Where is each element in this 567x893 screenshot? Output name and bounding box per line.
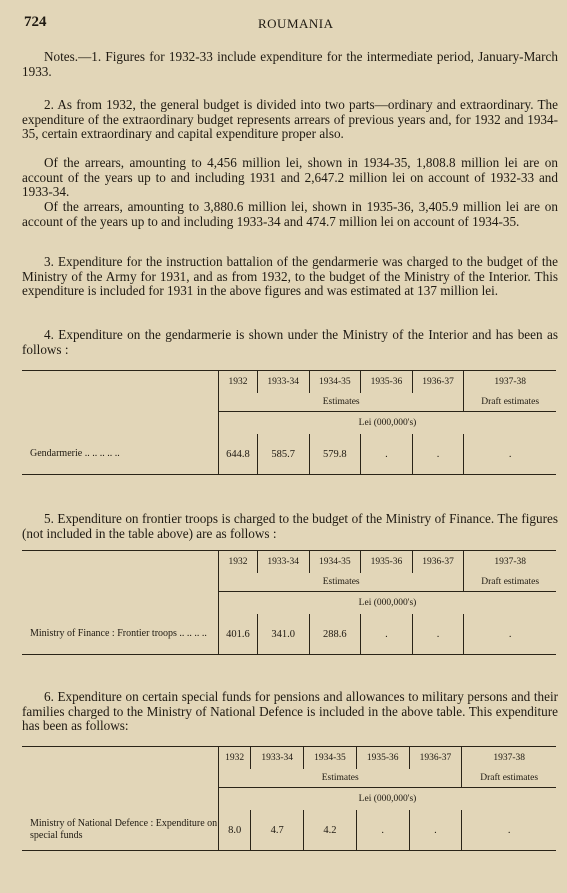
- gendarmerie-table: [22, 370, 556, 475]
- draft-estimates-label: Draft estimates: [464, 393, 556, 412]
- year-header: 1933-34: [251, 747, 304, 770]
- cell-value: 8.0: [228, 824, 242, 836]
- cell-value: .: [356, 810, 409, 851]
- table-stub: [22, 371, 219, 435]
- note-3: 3. Expenditure for the instruction battalion of the gendarmerie was charged to the budget of the Ministry of the Army for 1931, and as from 1932, to the budget of the Ministry of the Interior. This expenditure is included for 1931 in the above figures and was estimated at 137 million lei.: [22, 254, 558, 298]
- estimates-label: Estimates: [219, 573, 464, 592]
- year-header: 1936-37: [412, 371, 464, 394]
- table-stub: [22, 747, 219, 811]
- cell-value: 4.2: [304, 810, 357, 851]
- cell-value: 579.8: [309, 434, 361, 475]
- table-row: [22, 434, 556, 475]
- row-label: Gendarmerie .. .. .. .. ..: [22, 434, 219, 475]
- year-header: 1937-38: [464, 551, 556, 574]
- running-head: ROUMANIA: [258, 16, 334, 31]
- year-header: 1932: [219, 371, 258, 394]
- cell-value: 401.6: [226, 628, 250, 640]
- cell-value: .: [464, 434, 556, 475]
- year-header: 1934-35: [304, 747, 357, 770]
- year-header: 1936-37: [409, 747, 462, 770]
- unit-label: Lei (000,000's): [358, 598, 417, 608]
- year-header: 1932: [219, 551, 258, 574]
- year-header: 1933-34: [257, 371, 309, 394]
- year-header: 1935-36: [356, 747, 409, 770]
- cell-value: .: [412, 614, 464, 655]
- unit-label: Lei (000,000's): [358, 794, 417, 804]
- cell-value: 288.6: [309, 614, 361, 655]
- cell-value: 644.8: [226, 448, 250, 460]
- year-header: 1936-37: [412, 551, 464, 574]
- note-5: 5. Expenditure on frontier troops is charged to the budget of the Ministry of Finance. The figures (not included in the table above) are as follows :: [22, 511, 558, 541]
- year-header: 1937-38: [462, 747, 556, 770]
- page-number: 724: [24, 14, 47, 30]
- note-4: 4. Expenditure on the gendarmerie is shown under the Ministry of the Interior and has been as follows :: [22, 327, 558, 357]
- table-row: [22, 810, 556, 851]
- table-stub: [22, 551, 219, 615]
- page-header: [0, 14, 567, 34]
- cell-value: .: [462, 810, 556, 851]
- frontier-troops-table: [22, 550, 556, 655]
- cell-value: 4.7: [251, 810, 304, 851]
- note-6: 6. Expenditure on certain special funds for pensions and allowances to military persons and their families charged to the Ministry of National Defence is included in the above table. This expenditure has been as follows:: [22, 689, 558, 733]
- year-header: 1937-38: [464, 371, 556, 394]
- special-funds-table: [22, 746, 556, 851]
- cell-value: .: [412, 434, 464, 475]
- table-row: [22, 614, 556, 655]
- note-2: 2. As from 1932, the general budget is divided into two parts—ordinary and extraordinary. The expenditure of the extraordinary budget represents arrears of previous years and, for 1932 and 1934-35, certain extraordinary and capital expenditure proper also.: [22, 97, 558, 141]
- year-header: 1932: [219, 747, 251, 770]
- year-header: 1933-34: [257, 551, 309, 574]
- cell-value: 341.0: [257, 614, 309, 655]
- cell-value: .: [464, 614, 556, 655]
- draft-estimates-label: Draft estimates: [462, 769, 556, 788]
- estimates-label: Estimates: [219, 393, 464, 412]
- year-header: 1935-36: [361, 371, 413, 394]
- cell-value: .: [361, 614, 413, 655]
- note-2-arrears-1934: Of the arrears, amounting to 4,456 million lei, shown in 1934-35, 1,808.8 million lei are on account of the years up to and including 1931 and 2,647.2 million lei on account of 1932-33 and 1933-34.: [22, 155, 558, 199]
- unit-label: Lei (000,000's): [358, 418, 417, 428]
- cell-value: .: [361, 434, 413, 475]
- cell-value: 585.7: [257, 434, 309, 475]
- row-label: Ministry of National Defence : Expenditure on special funds: [22, 810, 219, 851]
- year-header: 1935-36: [361, 551, 413, 574]
- draft-estimates-label: Draft estimates: [464, 573, 556, 592]
- year-header: 1934-35: [309, 371, 361, 394]
- estimates-label: Estimates: [219, 769, 462, 788]
- row-label: Ministry of Finance : Frontier troops .. .. .. ..: [22, 614, 219, 655]
- note-2-arrears-1935: Of the arrears, amounting to 3,880.6 million lei, shown in 1935-36, 3,405.9 million lei are on account of the years up to and including 1933-34 and 474.7 million lei on account of 1934-35.: [22, 199, 558, 229]
- year-header: 1934-35: [309, 551, 361, 574]
- cell-value: .: [409, 810, 462, 851]
- note-1: Notes.—1. Figures for 1932-33 include expenditure for the intermediate period, January-March 1933.: [22, 49, 558, 79]
